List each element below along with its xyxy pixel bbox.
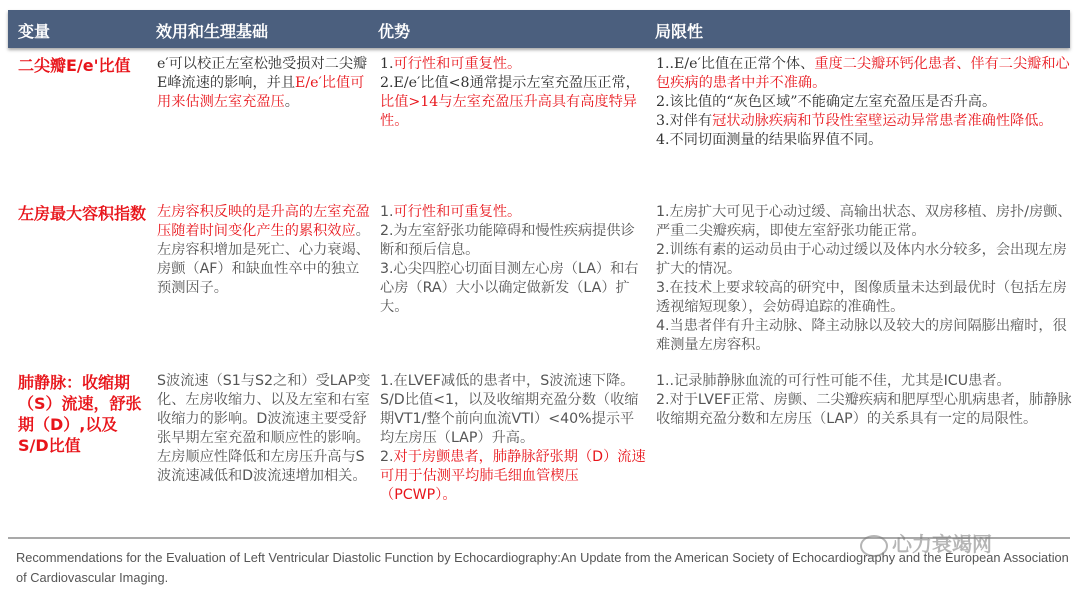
highlighted-text: 重度二尖瓣环钙化患者、伴有二尖瓣和心包疾病的患者中并不准确。 [656, 56, 1070, 91]
text-segment: 。 [284, 94, 299, 110]
paragraph [656, 93, 1074, 112]
highlighted-text: 可行性和可重复性。 [393, 56, 522, 72]
paragraph [157, 203, 372, 298]
text-segment: 3.心尖四腔心切面目测左心房（LA）和右心房（RA）大小以确定做新发（LA）扩大。 [380, 261, 639, 315]
text-segment: 1. [380, 56, 394, 72]
text-segment: 1. [380, 204, 394, 220]
paragraph [157, 372, 372, 486]
text-segment: 1.左房扩大可见于心动过缓、高输出状态、双房移植、房扑/房颤、严重二尖瓣疾病，即使左室舒张功能正常。 [656, 204, 1072, 239]
watermark [860, 528, 992, 557]
text-segment: 4.不同切面测量的结果临界值不同。 [656, 132, 883, 148]
paragraph [656, 55, 1074, 93]
limitations-cell [656, 203, 1074, 355]
text-segment: 2.训练有素的运动员由于心动过缓以及体内水分较多，会出现左房扩大的情况。 [656, 242, 1067, 277]
variable-cell: 左房最大容积指数 [18, 204, 147, 223]
advantages-cell [380, 372, 648, 505]
paragraph [656, 131, 1074, 150]
variable-cell: 二尖瓣E/e'比值 [18, 56, 131, 75]
text-segment: 。左房容积增加是死亡、心力衰竭、房颤（AF）和缺血性卒中的独立预测因子。 [157, 223, 370, 296]
highlighted-text: 左房容积反映的是升高的左室充盈压随着时间变化产生的累积效应 [157, 204, 370, 239]
function-basis-cell [157, 203, 372, 298]
header-function-basis: 效用和生理基础 [156, 22, 269, 41]
paragraph [380, 222, 648, 260]
paragraph [380, 448, 648, 505]
text-segment: 2.该比值的“灰色区域”不能确定左室充盈压是否升高。 [656, 94, 997, 110]
paragraph [656, 317, 1074, 355]
highlighted-text: 可行性和可重复性。 [393, 204, 522, 220]
function-basis-cell [157, 55, 372, 112]
text-segment: 3.对伴有 [656, 113, 713, 129]
header-advantages: 优势 [378, 22, 411, 41]
text-segment: 2. [380, 449, 394, 465]
limitations-cell [656, 55, 1074, 150]
paragraph [656, 112, 1074, 131]
paragraph [157, 55, 372, 112]
text-segment: 1.在LVEF减低的患者中，S波流速下降。S/D比值<1，以及收缩期充盈分数（收缩期VT1/整个前向血流VTI）<40%提示平均左房压（LAP）升高。 [380, 373, 639, 446]
advantages-cell [380, 55, 648, 131]
wechat-icon [860, 535, 888, 557]
variable-cell: 肺静脉：收缩期（S）流速，舒张期（D）,以及S/D比值 [18, 373, 142, 455]
advantages-cell [380, 203, 648, 317]
paragraph [656, 279, 1074, 317]
text-segment: 2.E/e′比值<8通常提示左室充盈压正常， [380, 75, 640, 91]
reference-citation: Recommendations for the Evaluation of Left Ventricular Diastolic Function by Echocardiography:An Update from the American Society of Echocardiography and the European Association of Cardiovascular Imaging. [16, 550, 1069, 585]
highlighted-text: 比值>14与左室充盈压升高具有高度特异性。 [380, 94, 637, 129]
highlighted-text: 对于房颤患者，肺静脉舒张期（D）流速可用于估测平均肺毛细血管楔压（PCWP）。 [380, 449, 646, 503]
paragraph [656, 203, 1074, 241]
paragraph [380, 372, 648, 448]
paragraph [656, 372, 1074, 391]
paragraph [656, 391, 1074, 429]
text-segment: 2.为左室舒张功能障碍和慢性疾病提供诊断和预后信息。 [380, 223, 635, 258]
paragraph [380, 74, 648, 131]
function-basis-cell [157, 372, 372, 486]
text-segment: 4.当患者伴有升主动脉、降主动脉以及较大的房间隔膨出瘤时，很难测量左房容积。 [656, 318, 1067, 353]
watermark-text: 心力衰竭网 [892, 532, 992, 556]
text-segment: 3.在技术上要求较高的研究中，图像质量未达到最优时（包括左房透视缩短现象），会妨碍追踪的准确性。 [656, 280, 1067, 315]
highlighted-text: E/e′比值可用来估测左室充盈压 [157, 75, 365, 110]
text-segment: 2.对于LVEF正常、房颤、二尖瓣疾病和肥厚型心肌病患者，肺静脉收缩期充盈分数和左房压（LAP）的关系具有一定的局限性。 [656, 392, 1072, 427]
paragraph [380, 55, 648, 74]
text-segment: 1..记录肺静脉血流的可行性可能不佳，尤其是ICU患者。 [656, 373, 1011, 389]
text-segment: 1..E/e′比值在正常个体、 [656, 56, 815, 72]
highlighted-text: 冠状动脉疾病和节段性室壁运动异常患者准确性降低。 [712, 113, 1053, 129]
text-segment: S波流速（S1与S2之和）受LAP变化、左房收缩力、以及左室和右室收缩力的影响。D波流速主要受舒张早期左室充盈和顺应性的影响。左房顺应性降低和左房压升高与S波流速减低和D波流速增加相关。 [157, 373, 371, 484]
header-limitations: 局限性 [655, 22, 704, 41]
paragraph [656, 241, 1074, 279]
table-header [8, 10, 1070, 48]
paragraph [380, 203, 648, 222]
text-segment: e′可以校正左室松弛受损对二尖瓣E峰流速的影响，并且 [157, 56, 368, 91]
header-variable: 变量 [18, 22, 51, 41]
limitations-cell [656, 372, 1074, 429]
paragraph [380, 260, 648, 317]
